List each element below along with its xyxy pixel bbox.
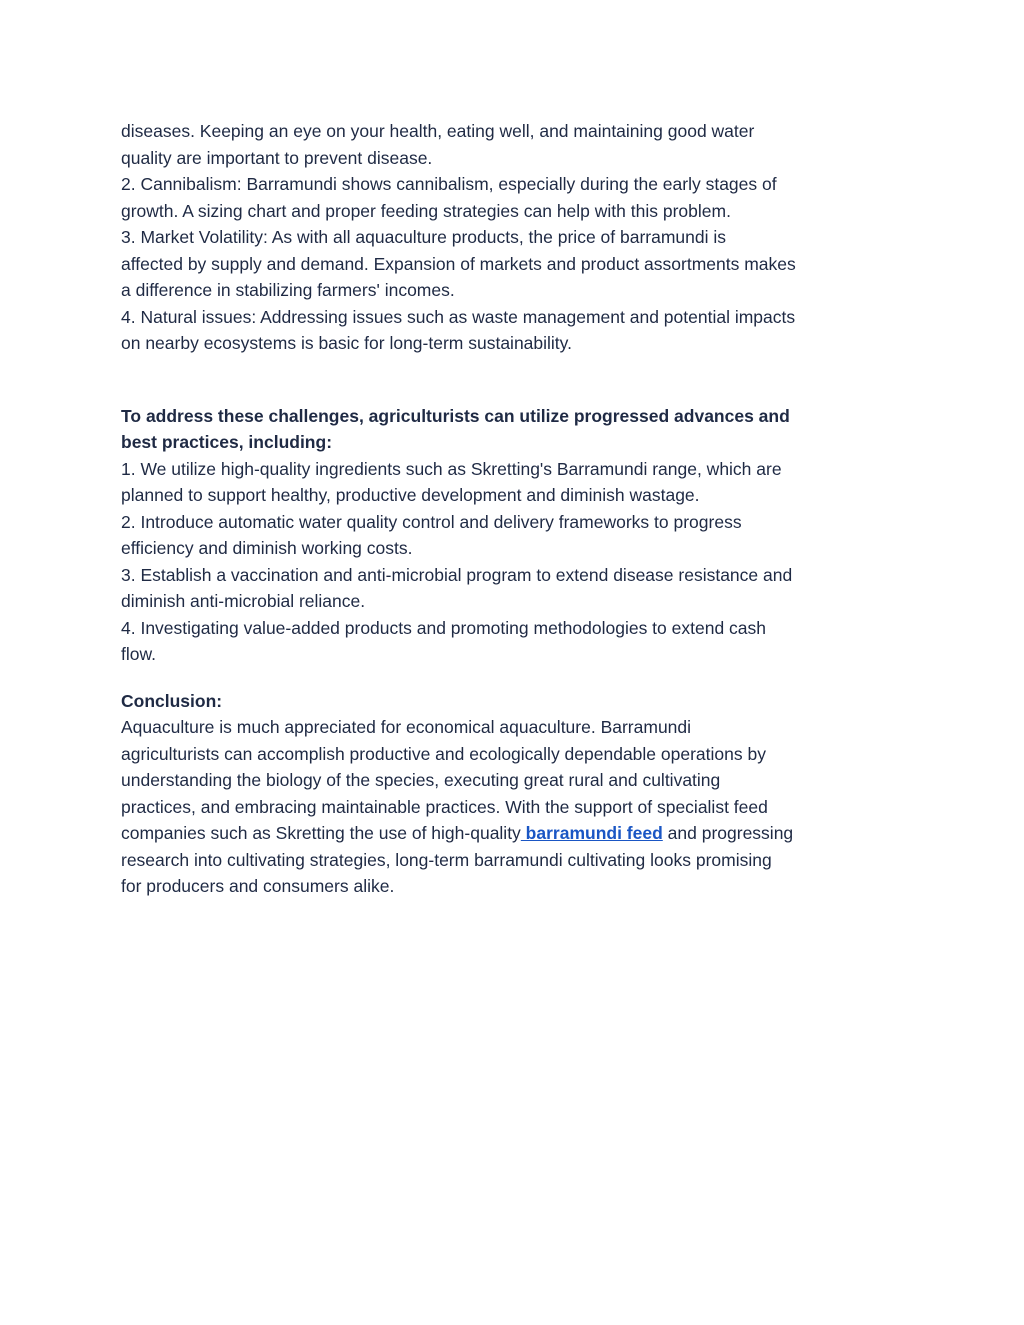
conclusion-heading: Conclusion: [121, 690, 223, 711]
list-item-market-volatility: 3. Market Volatility: As with all aquaculture products, the price of barramundi is [121, 227, 727, 247]
text-line: a difference in stabilizing farmers' incomes. [121, 280, 455, 300]
list-item-water-quality: 2. Introduce automatic water quality control and delivery frameworks to progress [121, 511, 742, 532]
list-item-ingredients: 1. We utilize high-quality ingredients such as Skretting's Barramundi range, which are [121, 458, 782, 479]
text-line: diseases. Keeping an eye on your health, eating well, and maintaining good water [121, 121, 755, 141]
barramundi-feed-link[interactable]: barramundi feed [520, 823, 663, 843]
text-line: research into cultivating strategies, long-term barramundi cultivating looks promising [121, 849, 772, 870]
list-item-natural-issues: 4. Natural issues: Addressing issues such as waste management and potential impacts [121, 306, 796, 327]
spacer [121, 357, 911, 403]
link-line-suffix: and progressing [662, 823, 794, 843]
text-line: affected by supply and demand. Expansion of markets and product assortments makes [121, 253, 796, 274]
text-line: quality are important to prevent disease. [121, 147, 433, 168]
list-item-value-added: 4. Investigating value-added products and promoting methodologies to extend cash [121, 617, 767, 638]
conclusion-section [121, 688, 911, 900]
text-line: planned to support healthy, productive development and diminish wastage. [121, 485, 700, 505]
text-line: diminish anti-microbial reliance. [121, 591, 366, 611]
solutions-heading: best practices, including: [121, 432, 333, 452]
text-line: efficiency and diminish working costs. [121, 538, 413, 558]
text-line: agriculturists can accomplish productive and ecologically dependable operations by [121, 743, 766, 764]
text-line: flow. [121, 644, 157, 664]
text-line: growth. A sizing chart and proper feeding strategies can help with this problem. [121, 200, 731, 221]
link-line-prefix: companies such as Skretting the use of high-quality [121, 823, 521, 843]
document-page [121, 118, 911, 900]
text-line: Aquaculture is much appreciated for economical aquaculture. Barramundi [121, 717, 692, 737]
text-line: practices, and embracing maintainable practices. With the support of specialist feed [121, 796, 768, 817]
text-line: on nearby ecosystems is basic for long-term sustainability. [121, 333, 572, 353]
spacer [121, 668, 911, 688]
text-line: understanding the biology of the species, executing great rural and cultivating [121, 770, 721, 790]
challenges-section [121, 118, 911, 357]
list-item-vaccination: 3. Establish a vaccination and anti-microbial program to extend disease resistance and [121, 564, 793, 585]
list-item-cannibalism: 2. Cannibalism: Barramundi shows cannibalism, especially during the early stages of [121, 174, 777, 194]
text-line: for producers and consumers alike. [121, 876, 395, 896]
link-line [121, 820, 911, 847]
solutions-section [121, 403, 911, 668]
solutions-heading: To address these challenges, agriculturists can utilize progressed advances and [121, 405, 790, 426]
